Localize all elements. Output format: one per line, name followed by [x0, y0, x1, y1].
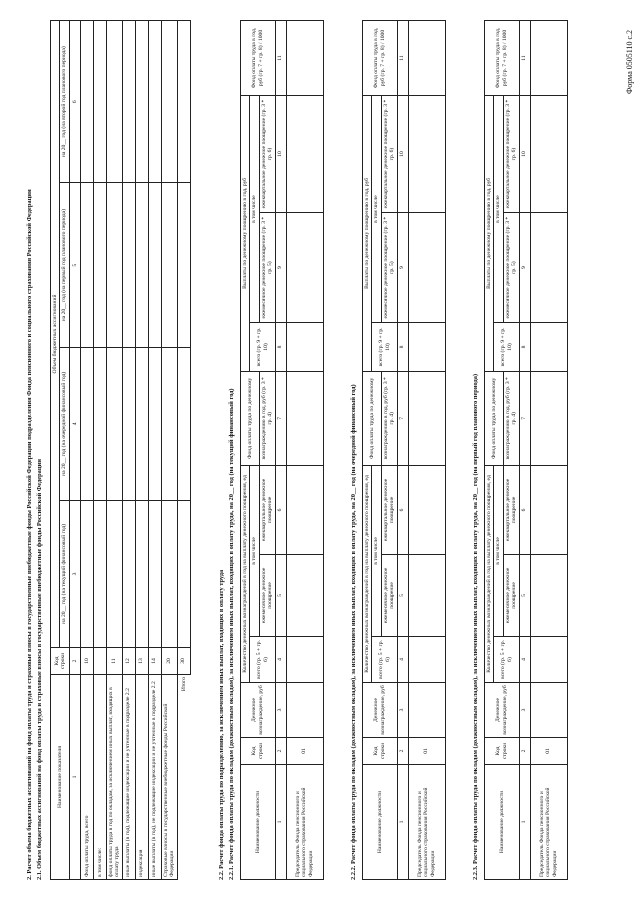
- rotated-page: [14, 10, 614, 890]
- t2-h-monthly: ежемесячное денежное поощрение: [503, 554, 519, 636]
- t2-h-pay-total: всего (гр. 9 + гр. 10): [494, 323, 519, 371]
- t2-h-pay-total: всего (гр. 9 + гр. 10): [250, 323, 275, 371]
- t2-row-name: Председатель Фонда пенсионного и социального страхования Российской Федерации: [530, 765, 567, 880]
- t2-h-quarterly: ежеквартальное денежное поощрение: [381, 465, 397, 554]
- t1-num: 4: [69, 347, 80, 500]
- t2-h-fund-group: Фонд оплаты труда по денежному: [241, 371, 260, 465]
- table-2-2-3: [484, 20, 568, 880]
- t2-h-incl: в том числе: [250, 96, 259, 323]
- sub-2-2-2-title: 2.2.2. Расчет фонда оплаты труда по окладам (должностным окладам), за исключением иных выплат, входящих в оплату труда, на 20__ год (на очередной финансовый год): [350, 384, 357, 880]
- t1-h-y1: на 20__ год (на текущий финансовый год): [60, 500, 69, 647]
- t2-num: 11: [275, 21, 286, 96]
- t1-num: 1: [69, 675, 80, 880]
- t2-num: 11: [519, 21, 530, 96]
- t1-h-y4: на 20__ год (на второй год планового периода): [60, 21, 69, 183]
- t2-num: 10: [519, 96, 530, 213]
- t2-num: 8: [275, 323, 286, 371]
- t2-h-pay-monthly: ежемесячное денежное поощрение (гр. 3 * гр. 5): [381, 213, 397, 323]
- t1-row-code: 12: [122, 648, 135, 675]
- t2-h-total-fund: Фонд оплаты труда в год, руб (гр. 7 + гр. 8) / 1000: [241, 21, 276, 96]
- t1-h-code: Код строки: [51, 648, 70, 675]
- t2-num: 6: [519, 465, 530, 554]
- t2-num: 2: [275, 738, 286, 765]
- t2-h-quarterly: ежеквартальное денежное поощрение: [259, 465, 275, 554]
- t2-h-qty: Количество денежных вознаграждений в год на выплату денежного поощрения, ед: [241, 465, 250, 682]
- table-row: [408, 21, 445, 880]
- t2-h-incl: в том числе: [250, 465, 259, 636]
- t1-h-name: Наименование показателя: [51, 675, 70, 880]
- t2-h-monthly: ежемесячное денежное поощрение: [381, 554, 397, 636]
- t2-h-pay-monthly: ежемесячное денежное поощрение (гр. 3 * гр. 5): [259, 213, 275, 323]
- t1-row-code: 20: [161, 648, 177, 675]
- t2-num: 6: [275, 465, 286, 554]
- t2-h-salary: Денежное вознаграждение, руб: [363, 683, 398, 738]
- form-code: Форма 0505110 с.2: [625, 30, 634, 95]
- t1-num: 5: [69, 183, 80, 347]
- t2-num: 6: [397, 465, 408, 554]
- t2-h-total-fund: Фонд оплаты труда в год, руб (гр. 7 + гр. 8) / 1000: [485, 21, 520, 96]
- t1-row-name: фонд оплаты труда в год по окладам, за исключением иных выплат, входящих в оплату труда: [106, 675, 122, 880]
- sub-2-2-1-title: 2.2.1. Расчет фонда оплаты труда по окладам (должностным окладам), за исключением иных выплат, входящих в оплату труда, на 20__ год (на текущий финансовый год): [228, 388, 235, 880]
- table-row: [80, 21, 93, 880]
- t1-num: 2: [69, 648, 80, 675]
- t1-h-group: Объем бюджетных ассигнований: [51, 21, 60, 648]
- t2-h-pay-monthly: ежемесячное денежное поощрение (гр. 3 * гр. 5): [503, 213, 519, 323]
- t2-h-name: Наименование должности: [241, 765, 276, 880]
- t2-num: 2: [397, 738, 408, 765]
- table-row: [135, 21, 148, 880]
- t2-num: 3: [397, 683, 408, 738]
- t1-row-name: Страховые взносы в государственные внебюджетные фонды Российской Федерации: [161, 675, 177, 880]
- t2-h-code: Код строки: [363, 738, 398, 765]
- t2-num: 7: [275, 371, 286, 465]
- t2-num: 2: [519, 738, 530, 765]
- t2-h-pay-quarterly: ежеквартальное денежное поощрение (гр. 3 * гр. 6): [259, 96, 275, 213]
- table-2-2-2: [362, 20, 446, 880]
- t2-h-pay: Выплаты по денежному поощрению в год, руб: [485, 96, 494, 372]
- t1-num: 6: [69, 21, 80, 183]
- table-row: [161, 21, 177, 880]
- t2-h-incl: в том числе: [494, 465, 503, 636]
- t2-h-name: Наименование должности: [485, 765, 520, 880]
- table-row: [530, 21, 567, 880]
- t2-num: 4: [397, 636, 408, 682]
- t2-row-name: Председатель Фонда пенсионного и социального страхования Российской Федерации: [408, 765, 445, 880]
- t2-num: 4: [275, 636, 286, 682]
- t2-h-fund-year: вознаграждению в год, руб (гр. 3 * гр. 4): [381, 371, 397, 465]
- t2-h-pay-quarterly: ежеквартальное денежное поощрение (гр. 3 * гр. 6): [381, 96, 397, 213]
- t1-row-code: 14: [148, 648, 161, 675]
- t2-h-salary: Денежное вознаграждение, руб: [485, 683, 520, 738]
- t1-num: 3: [69, 500, 80, 647]
- t2-num: 11: [397, 21, 408, 96]
- t2-num: 4: [519, 636, 530, 682]
- t2-num: 7: [519, 371, 530, 465]
- t1-h-y3: на 20__ год (на первый год планового периода): [60, 183, 69, 347]
- t2-h-pay-quarterly: ежеквартальное денежное поощрение (гр. 3 * гр. 6): [503, 96, 519, 213]
- t2-h-qty-total: всего (гр. 5 + гр. 6): [494, 636, 519, 682]
- t2-h-fund-group: Фонд оплаты труда по денежному: [363, 371, 382, 465]
- t2-h-total-fund: Фонд оплаты труда в год, руб (гр. 7 + гр. 8) / 1000: [363, 21, 398, 96]
- table-row: [93, 21, 106, 880]
- t2-h-qty-total: всего (гр. 5 + гр. 6): [250, 636, 275, 682]
- t2-h-fund-group: Фонд оплаты труда по денежному: [485, 371, 504, 465]
- t2-h-incl: в том числе: [494, 96, 503, 323]
- table-row: [122, 21, 135, 880]
- t2-num: 3: [519, 683, 530, 738]
- t2-row-code: 01: [286, 738, 323, 765]
- t2-h-pay-total: всего (гр. 9 + гр. 10): [372, 323, 397, 371]
- t2-h-name: Наименование должности: [363, 765, 398, 880]
- t2-h-incl: в том числе: [372, 96, 381, 323]
- table-row: [286, 21, 323, 880]
- t2-h-quarterly: ежеквартальное денежное поощрение: [503, 465, 519, 554]
- section-2-title: 2. Расчет объема бюджетных ассигнований на фонд оплаты труда и страховые взносы в государственные внебюджетные фонды Российской Федерации подразделения Фонда пенсионного и социального страхования Российской Федерации: [26, 189, 33, 880]
- table-row: [106, 21, 122, 880]
- t2-h-pay: Выплаты по денежному поощрению в год, руб: [363, 96, 372, 372]
- t2-num: 10: [397, 96, 408, 213]
- t2-num: 8: [519, 323, 530, 371]
- t2-h-code: Код строки: [241, 738, 276, 765]
- t2-h-qty: Количество денежных вознаграждений в год на выплату денежного поощрения, ед: [363, 465, 372, 682]
- t2-num: 5: [275, 554, 286, 636]
- t1-row-name: Фонд оплаты труда, всего: [80, 675, 93, 880]
- t2-h-salary: Денежное вознаграждение, руб: [241, 683, 276, 738]
- t1-row-name: индексация: [135, 675, 148, 880]
- t1-row-name: иные выплаты (в год), подлежащие индексации и не учтенные в подразделе 2.2: [122, 675, 135, 880]
- t2-h-fund-year: вознаграждению в год, руб (гр. 3 * гр. 4): [259, 371, 275, 465]
- t2-h-qty: Количество денежных вознаграждений в год на выплату денежного поощрения, ед: [485, 465, 494, 682]
- t1-row-code: [93, 648, 106, 675]
- sub-2-2-3-title: 2.2.3. Расчет фонда оплаты труда по окладам (должностным окладам), за исключением иных выплат, входящих в оплату труда, на 20__ год (на первый год планового периода): [472, 373, 479, 880]
- t2-h-code: Код строки: [485, 738, 520, 765]
- t1-row-name: в том числе:: [93, 675, 106, 880]
- section-2-1-title: 2.1. Объем бюджетных ассигнований на фонд оплаты труда и страховые взносы в государственные внебюджетные фонды Российской Федерации: [36, 459, 43, 880]
- t2-h-qty-total: всего (гр. 5 + гр. 6): [372, 636, 397, 682]
- t2-h-incl: в том числе: [372, 465, 381, 636]
- t2-h-pay: Выплаты по денежному поощрению в год, руб: [241, 96, 250, 372]
- t2-num: 1: [519, 765, 530, 880]
- t2-num: 8: [397, 323, 408, 371]
- t2-num: 1: [397, 765, 408, 880]
- t2-num: 5: [397, 554, 408, 636]
- t2-num: 10: [275, 96, 286, 213]
- t2-row-name: Председатель Фонда пенсионного и социального страхования Российской Федерации: [286, 765, 323, 880]
- table-row: [148, 21, 161, 880]
- t2-num: 9: [519, 213, 530, 323]
- t1-total-label: Итого: [177, 675, 190, 880]
- t2-row-code: 01: [408, 738, 445, 765]
- t1-row-code: 10: [80, 648, 93, 675]
- t1-row-code: 13: [135, 648, 148, 675]
- t2-num: 5: [519, 554, 530, 636]
- table-2-2-1: [240, 20, 324, 880]
- t2-num: 7: [397, 371, 408, 465]
- t2-row-code: 01: [530, 738, 567, 765]
- t1-h-y2: на 20__ год (на очередной финансовый год): [60, 347, 69, 500]
- t2-num: 9: [397, 213, 408, 323]
- t2-num: 3: [275, 683, 286, 738]
- section-2-2-title: 2.2. Расчет фонда оплаты труда по подразделению, за исключением иных выплат, входящих в оплату труда: [218, 569, 225, 880]
- t2-h-monthly: ежемесячное денежное поощрение: [259, 554, 275, 636]
- t1-total-code: 30: [177, 648, 190, 675]
- total-row: [177, 21, 190, 880]
- t2-h-fund-year: вознаграждению в год, руб (гр. 3 * гр. 4): [503, 371, 519, 465]
- t2-num: 9: [275, 213, 286, 323]
- t1-row-name: иные выплаты (в год), не подлежащие индексации и не учтенные в подразделе 2.2: [148, 675, 161, 880]
- t1-row-code: 11: [106, 648, 122, 675]
- table-2-1: [50, 20, 191, 880]
- t2-num: 1: [275, 765, 286, 880]
